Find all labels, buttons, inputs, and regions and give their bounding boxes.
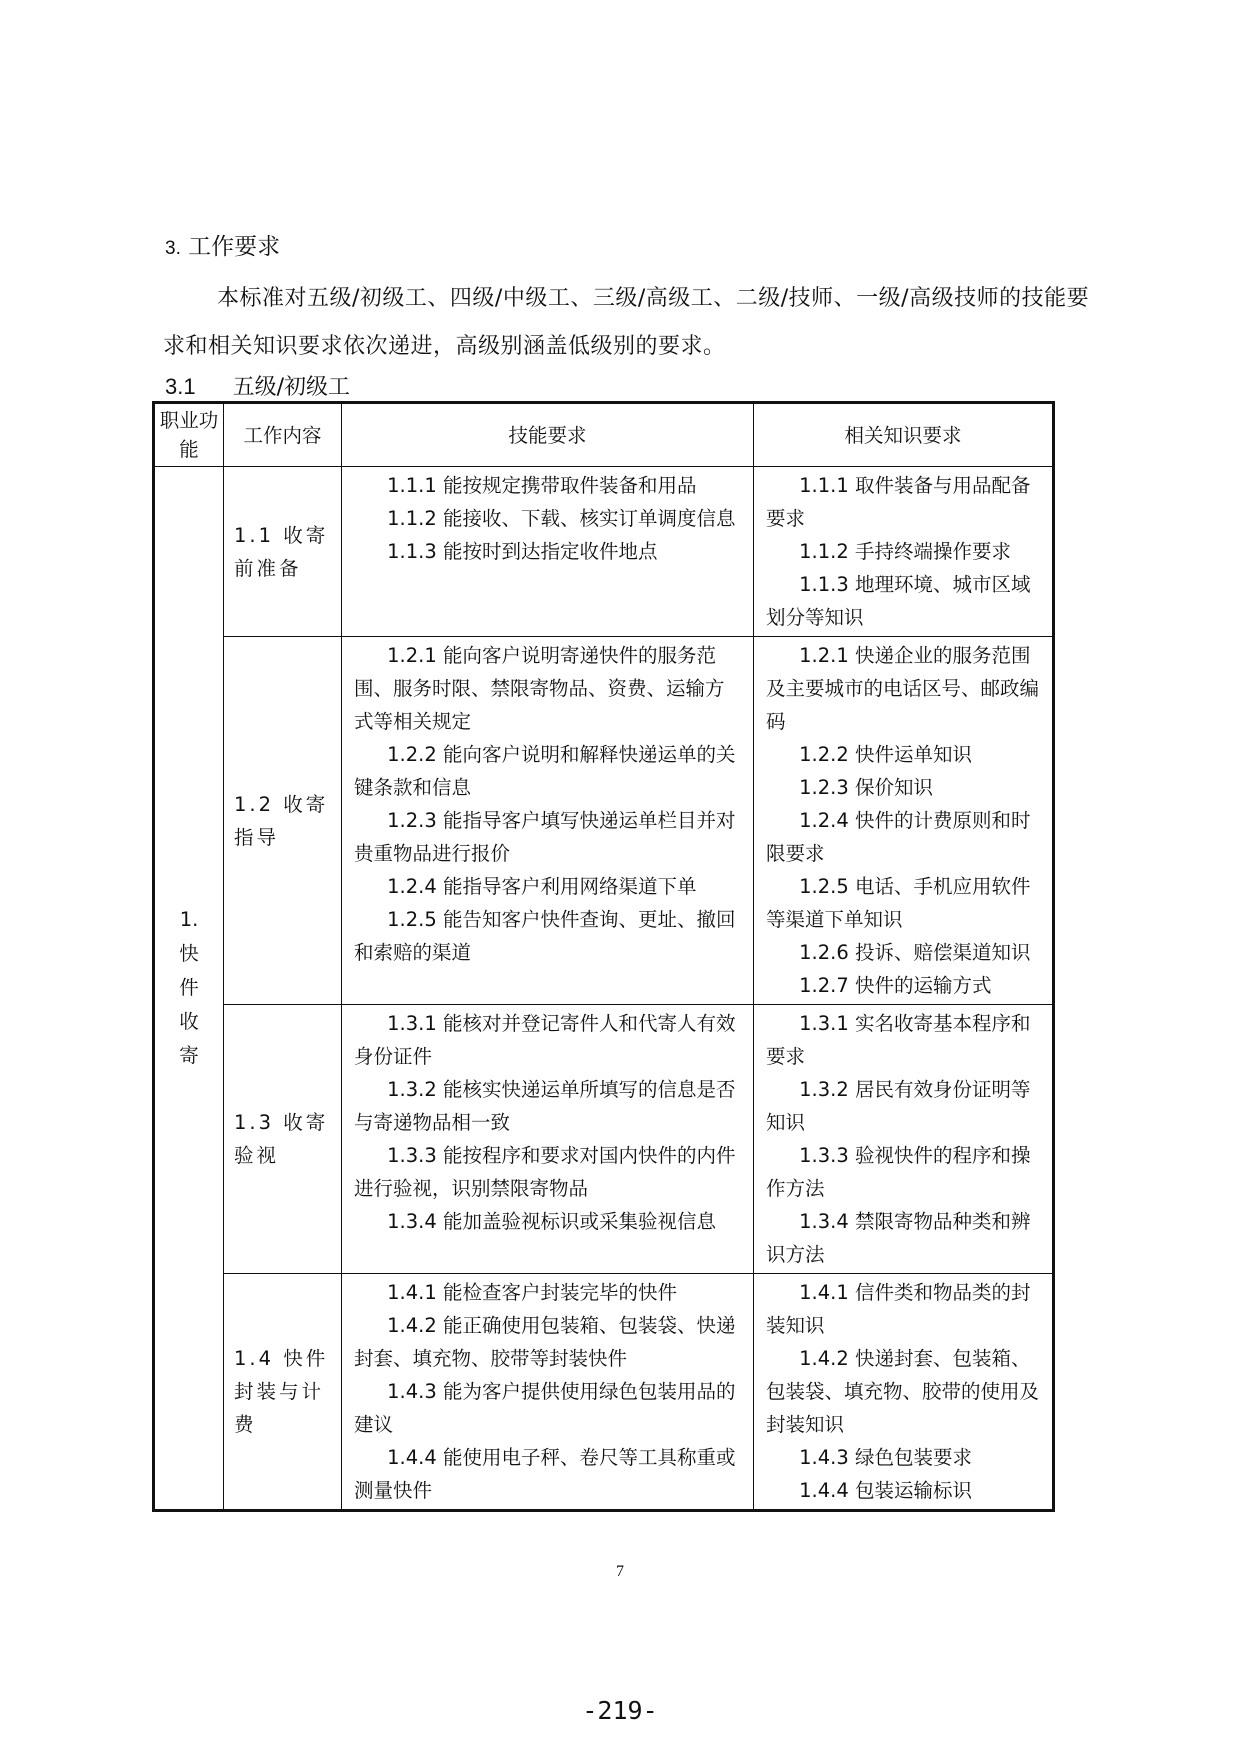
- page-number: 7: [616, 1563, 624, 1580]
- knowledge-item: 1.3.2 居民有效身份证明等知识: [766, 1078, 1031, 1134]
- table-header-row: [154, 403, 1054, 467]
- work-content-cell: [224, 467, 342, 637]
- section-heading: [165, 228, 280, 261]
- knowledge-cell: [754, 637, 1054, 1005]
- header-skills: 技能要求: [342, 403, 754, 467]
- knowledge-item: 1.1.1 取件装备与用品配备要求: [766, 474, 1031, 530]
- skills-cell: [342, 1274, 754, 1511]
- knowledge-item: 1.2.2 快件运单知识: [799, 743, 972, 766]
- skill-item: 1.1.2 能接收、下载、核实订单调度信息: [387, 507, 736, 530]
- knowledge-item: 1.4.2 快递封套、包装箱、包装袋、填充物、胶带的使用及封装知识: [766, 1347, 1040, 1436]
- skill-item: 1.2.1 能向客户说明寄递快件的服务范围、服务时限、禁限寄物品、资费、运输方式等相关规定: [354, 644, 725, 733]
- knowledge-item: 1.3.3 验视快件的程序和操作方法: [766, 1144, 1031, 1200]
- knowledge-item: 1.4.1 信件类和物品类的封装知识: [766, 1281, 1031, 1337]
- work-content-cell: [224, 637, 342, 1005]
- subsection-title: 五级/初级工: [232, 375, 351, 400]
- table-row: [154, 467, 1054, 637]
- requirements-table: [152, 401, 1055, 1512]
- knowledge-item: 1.2.5 电话、手机应用软件等渠道下单知识: [766, 875, 1031, 931]
- skill-item: 1.2.3 能指导客户填写快递运单栏目并对贵重物品进行报价: [354, 809, 736, 865]
- knowledge-item: 1.1.2 手持终端操作要求: [799, 540, 1011, 563]
- skill-item: 1.2.4 能指导客户利用网络渠道下单: [387, 875, 697, 898]
- skill-item: 1.4.1 能检查客户封装完毕的快件: [387, 1281, 677, 1304]
- skill-item: 1.4.3 能为客户提供使用绿色包装用品的建议: [354, 1380, 736, 1436]
- work-content-cell: [224, 1005, 342, 1274]
- section-number: 3.: [165, 238, 181, 259]
- function-cell: [154, 467, 224, 1511]
- work-content-cell: [224, 1274, 342, 1511]
- skill-item: 1.1.3 能按时到达指定收件地点: [387, 540, 658, 563]
- work-content-label: 1.3 收寄验视: [234, 1111, 329, 1167]
- skill-item: 1.3.1 能核对并登记寄件人和代寄人有效身份证件: [354, 1012, 736, 1068]
- skill-item: 1.2.2 能向客户说明和解释快递运单的关键条款和信息: [354, 743, 736, 799]
- knowledge-item: 1.4.3 绿色包装要求: [799, 1446, 972, 1469]
- skills-cell: [342, 467, 754, 637]
- skill-item: 1.3.2 能核实快递运单所填写的信息是否与寄递物品相一致: [354, 1078, 736, 1134]
- knowledge-item: 1.3.4 禁限寄物品种类和辨识方法: [766, 1210, 1031, 1266]
- skill-item: 1.1.1 能按规定携带取件装备和用品: [387, 474, 697, 497]
- knowledge-cell: [754, 467, 1054, 637]
- skills-cell: [342, 637, 754, 1005]
- knowledge-item: 1.2.7 快件的运输方式: [799, 974, 992, 997]
- knowledge-item: 1.1.3 地理环境、城市区域划分等知识: [766, 573, 1031, 629]
- skill-item: 1.4.2 能正确使用包装箱、包装袋、快递封套、填充物、胶带等封装快件: [354, 1314, 736, 1370]
- knowledge-item: 1.2.1 快递企业的服务范围及主要城市的电话区号、邮政编码: [766, 644, 1040, 733]
- subsection-heading: [165, 370, 350, 401]
- knowledge-cell: [754, 1005, 1054, 1274]
- knowledge-item: 1.2.4 快件的计费原则和时限要求: [766, 809, 1031, 865]
- skill-item: 1.3.4 能加盖验视标识或采集验视信息: [387, 1210, 716, 1233]
- subsection-number: 3.1: [165, 374, 196, 399]
- section-title: 工作要求: [188, 234, 281, 260]
- skill-item: 1.4.4 能使用电子秤、卷尺等工具称重或测量快件: [354, 1446, 736, 1502]
- skills-cell: [342, 1005, 754, 1274]
- knowledge-item: 1.4.4 包装运输标识: [799, 1479, 972, 1502]
- knowledge-item: 1.2.6 投诉、赔偿渠道知识: [799, 941, 1031, 964]
- table-row: [154, 1274, 1054, 1511]
- header-function: 职业功能: [154, 403, 224, 467]
- work-content-label: 1.4 快件封装与计费: [234, 1347, 329, 1436]
- work-content-label: 1.2 收寄指导: [234, 792, 329, 849]
- table-row: [154, 1005, 1054, 1274]
- knowledge-cell: [754, 1274, 1054, 1511]
- function-label: 1.快件收寄: [179, 908, 199, 1067]
- skill-item: 1.3.3 能按程序和要求对国内快件的内件进行验视，识别禁限寄物品: [354, 1144, 736, 1200]
- knowledge-item: 1.3.1 实名收寄基本程序和要求: [766, 1012, 1031, 1068]
- skill-item: 1.2.5 能告知客户快件查询、更址、撤回和索赔的渠道: [354, 908, 736, 964]
- page-number-bottom: -219-: [582, 1696, 658, 1725]
- intro-paragraph: 本标准对五级/初级工、四级/中级工、三级/高级工、二级/技师、一级/高级技师的技能要求和相关知识要求依次递进，高级别涵盖低级别的要求。: [163, 286, 1090, 359]
- header-knowledge: 相关知识要求: [754, 403, 1054, 467]
- work-content-label: 1.1 收寄前准备: [234, 523, 329, 580]
- knowledge-item: 1.2.3 保价知识: [799, 776, 933, 799]
- table-row: [154, 637, 1054, 1005]
- header-content: 工作内容: [224, 403, 342, 467]
